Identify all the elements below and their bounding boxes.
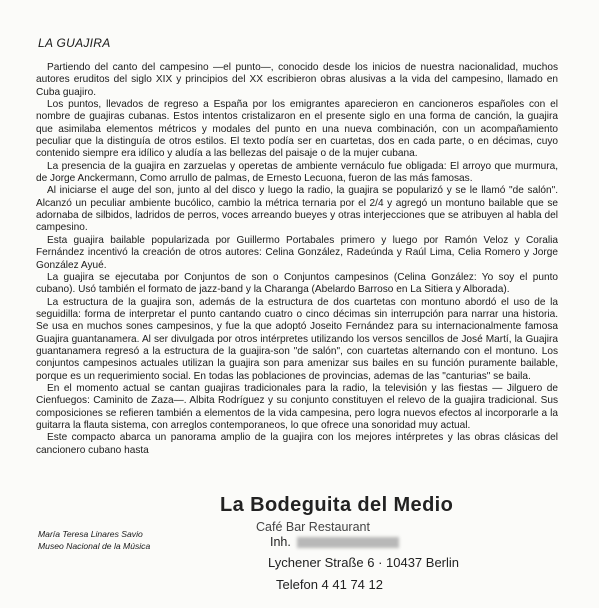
author-credit (38, 528, 150, 552)
author-name: María Teresa Linares Savio (38, 529, 143, 539)
paragraph: La estructura de la guajira son, además de la estructura de dos cuartetas con montuno abordó el uso de la seguidilla: forma de interpretar el punto cantando cuatro o cinco décimas sin interrupción para narrar una historia. Se usa en muchos sones campesinos, y fue la que adoptó Joseito Fernández para su internacionalmente famosa Guajira guantanamera. Al ser divulgada por otros intérpretes utilizando los versos sencillos de José Martí, la Guajira guantanamera regresó a la estructura de la guajira-son "de salón", con cuartetas alternando con el montuno. Los conjuntos campesinos actuales utilizan la guajira son para amenizar sus bailes en su función puramente bailable, porque es un requerimiento social. En todas las poblaciones de provincias, ademas de las "canturias" se baila. (36, 296, 558, 382)
paragraph: Al iniciarse el auge del son, junto al del disco y luego la radio, la guajira se popularizó y se le llamó "de salón". Alcanzó un peculiar ambiente bucólico, cambio la métrica ternaria por el 2/4 y agregó un montuno bailable que se adornaba de silbidos, ladridos de perros, voces arreando bueyes y otras interjecciones que se atribuyen al habla del campesino. (36, 185, 558, 234)
paragraph: Los puntos, llevados de regreso a España por los emigrantes aparecieron en cancioneros españoles con el nombre de guajiras cubanas. Estos intentos cristalizaron en el presente siglo en una forma de canción, la guajira que asimilaba elementos métricos y modales del punto en una nueva combinación, con un acompañamiento peculiar que la distinguía de otros estilos. El texto podía ser en cuartetas, dos en cada parte, o en décimas, cuyo contenido siempre era idílico y aludía a las bellezas del paisaje o de la mujer cubana. (36, 99, 558, 160)
stamp-phone: Telefon 4 41 74 12 (276, 577, 383, 592)
section-title: LA GUAJIRA (38, 36, 111, 50)
paragraph: Este compacto abarca un panorama amplio de la guajira con los mejores intérpretes y las obras clásicas del cancionero cubano hasta (36, 432, 558, 456)
paragraph: La presencia de la guajira en zarzuelas y operetas de ambiente vernáculo fue obligada: El arroyo que murmura, de Jorge Anckermann, Como arrullo de palmas, de Ernesto Lecuona, fueron de las más famosas. (36, 160, 558, 185)
paragraph: En el momento actual se cantan guajiras tradicionales para la radio, la televisión y las fiestas — Jilguero de Cienfuegos: Caminito de Zaza—. Albita Rodríguez y su conjunto constituyen el relevo de la guajira tradicional. Sus composiciones se refieren también a elementos de la vida campesina, pero logra nuevos efectos al incorporarle a la guitarra la flauta sistema, con arreglos contemporaneos, lo que ofrece una sonoridad muy actual. (36, 382, 558, 431)
paragraph: Esta guajira bailable popularizada por Guillermo Portabales primero y luego por Ramón Veloz y Coralia Fernández incentivó la creación de otros autores: Celina González, Radeúnda y Raúl Lima, Celia Romero y Jorge González Ayué. (36, 234, 558, 271)
restaurant-stamp (212, 494, 512, 592)
redacted-owner-name (297, 537, 399, 548)
author-institution: Museo Nacional de la Música (38, 541, 151, 551)
stamp-address: Lychener Straße 6 · 10437 Berlin (268, 555, 460, 570)
stamp-owner-line (270, 535, 512, 549)
paragraph: Partiendo del canto del campesino —el punto—, conocido desde los inicios de nuestra nacionalidad, muchos autores eruditos del siglo XIX y principios del XX escribieron obras alusivas a la vida del campesino, llamado en Cuba guajiro. (36, 62, 558, 98)
stamp-kind: Café Bar Restaurant (256, 520, 370, 534)
paragraph: La guajira se ejecutaba por Conjuntos de son o Conjuntos campesinos (Celina González: Yo soy el punto cubano). Usó también el formato de jazz-band y la Charanga (Abelardo Barroso en La Sitiera y Alborada). (36, 271, 558, 296)
stamp-name: La Bodeguita del Medio (220, 494, 454, 516)
stamp-owner-prefix: Inh. (270, 535, 291, 549)
article-body (36, 62, 558, 457)
